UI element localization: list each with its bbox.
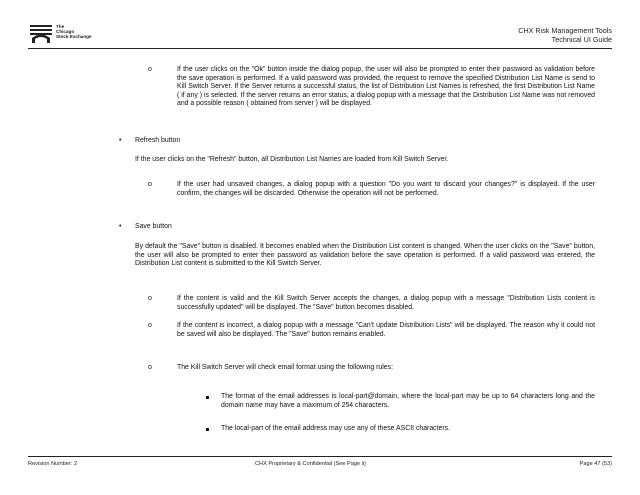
save-error-paragraph: If the content is incorrect, a dialog popup with a message "Can't update Distribution Lists" will be displayed. The reason why it could not be saved will also be displayed. The "Save" button remains enabled. [177,322,595,338]
sub-bullet-marker: o [148,322,152,329]
confidentiality-note: CHX Proprietary & Confidential (See Page ii) [255,461,366,467]
sub-bullet-marker: o [148,66,152,73]
ok-dialog-paragraph: If the user clicks on the "Ok" button inside the dialog popup, the user will also be prompted to enter their password as validation before the save operation is performed. If a valid password was provided, the request to remove the specified Distribution List Name is send to Kill Switch Server. If the Server returns a successful status, the list of Distribution List Names is refreshed, the first Distribution List Name ( if any ) is selected. If the server returns an error status, a dialog popup with a message that the Distribution List Name was not removed and a possible reason ( obtained from server ) will be displayed. [177,66,595,108]
bullet-marker: • [119,137,122,144]
refresh-heading: Refresh button [135,137,181,144]
chx-logo [30,22,120,46]
bullet-marker: • [119,223,122,230]
revision-number: Revision Number: 2 [28,461,78,467]
header-subtitle: Technical UI Guide [551,35,612,44]
email-rules-intro: The Kill Switch Server will check email format using the following rules: [177,364,393,371]
logo-text-line: Chicago [56,29,75,34]
refresh-paragraph: If the user clicks on the "Refresh" button, all Distribution List Names are loaded from Kill Switch Server. [135,156,449,163]
square-bullet [206,428,209,431]
sub-bullet-marker: o [148,295,152,302]
sub-bullet-marker: o [148,181,152,188]
sub-bullet-marker: o [148,364,152,371]
header-title-block [518,26,612,44]
logo-text-line: The [56,24,65,29]
header-title: CHX Risk Management Tools [518,26,612,35]
save-success-paragraph: If the content is valid and the Kill Switch Server accepts the changes, a dialog popup with a message "Distribution Lists content is successfully updated" will be displayed. The "Save" button becomes disabled. [177,295,595,311]
refresh-sub-paragraph: If the user had unsaved changes, a dialog popup with a question "Do you want to discard your changes?" is displayed. If the user confirm, the changes will be discarded. Otherwise the operation will not be performed. [177,181,595,197]
page-footer [28,456,612,471]
page-number: Page 47 (53) [579,461,612,467]
page-header [28,22,612,49]
save-heading: Save button [135,223,172,230]
logo-text-line: Stock Exchange [56,34,92,39]
email-rule-paragraph: The local-part of the email address may use any of these ASCII characters. [221,425,451,432]
email-rule-paragraph: The format of the email addresses is local-part@domain, where the local-part may be up to 64 characters long and the domain name may have a maximum of 254 characters. [221,393,595,409]
chx-logo-icon [30,25,52,43]
square-bullet [206,396,209,399]
save-paragraph: By default the "Save" button is disabled. It becomes enabled when the Distribution List content is changed. When the user clicks on the "Save" button, the user will also be prompted to enter their password as validation before the save operation is performed. If a valid password was entered, the Distribution List content is submitted to the Kill Switch Server. [135,243,595,268]
logo-text [56,24,92,39]
